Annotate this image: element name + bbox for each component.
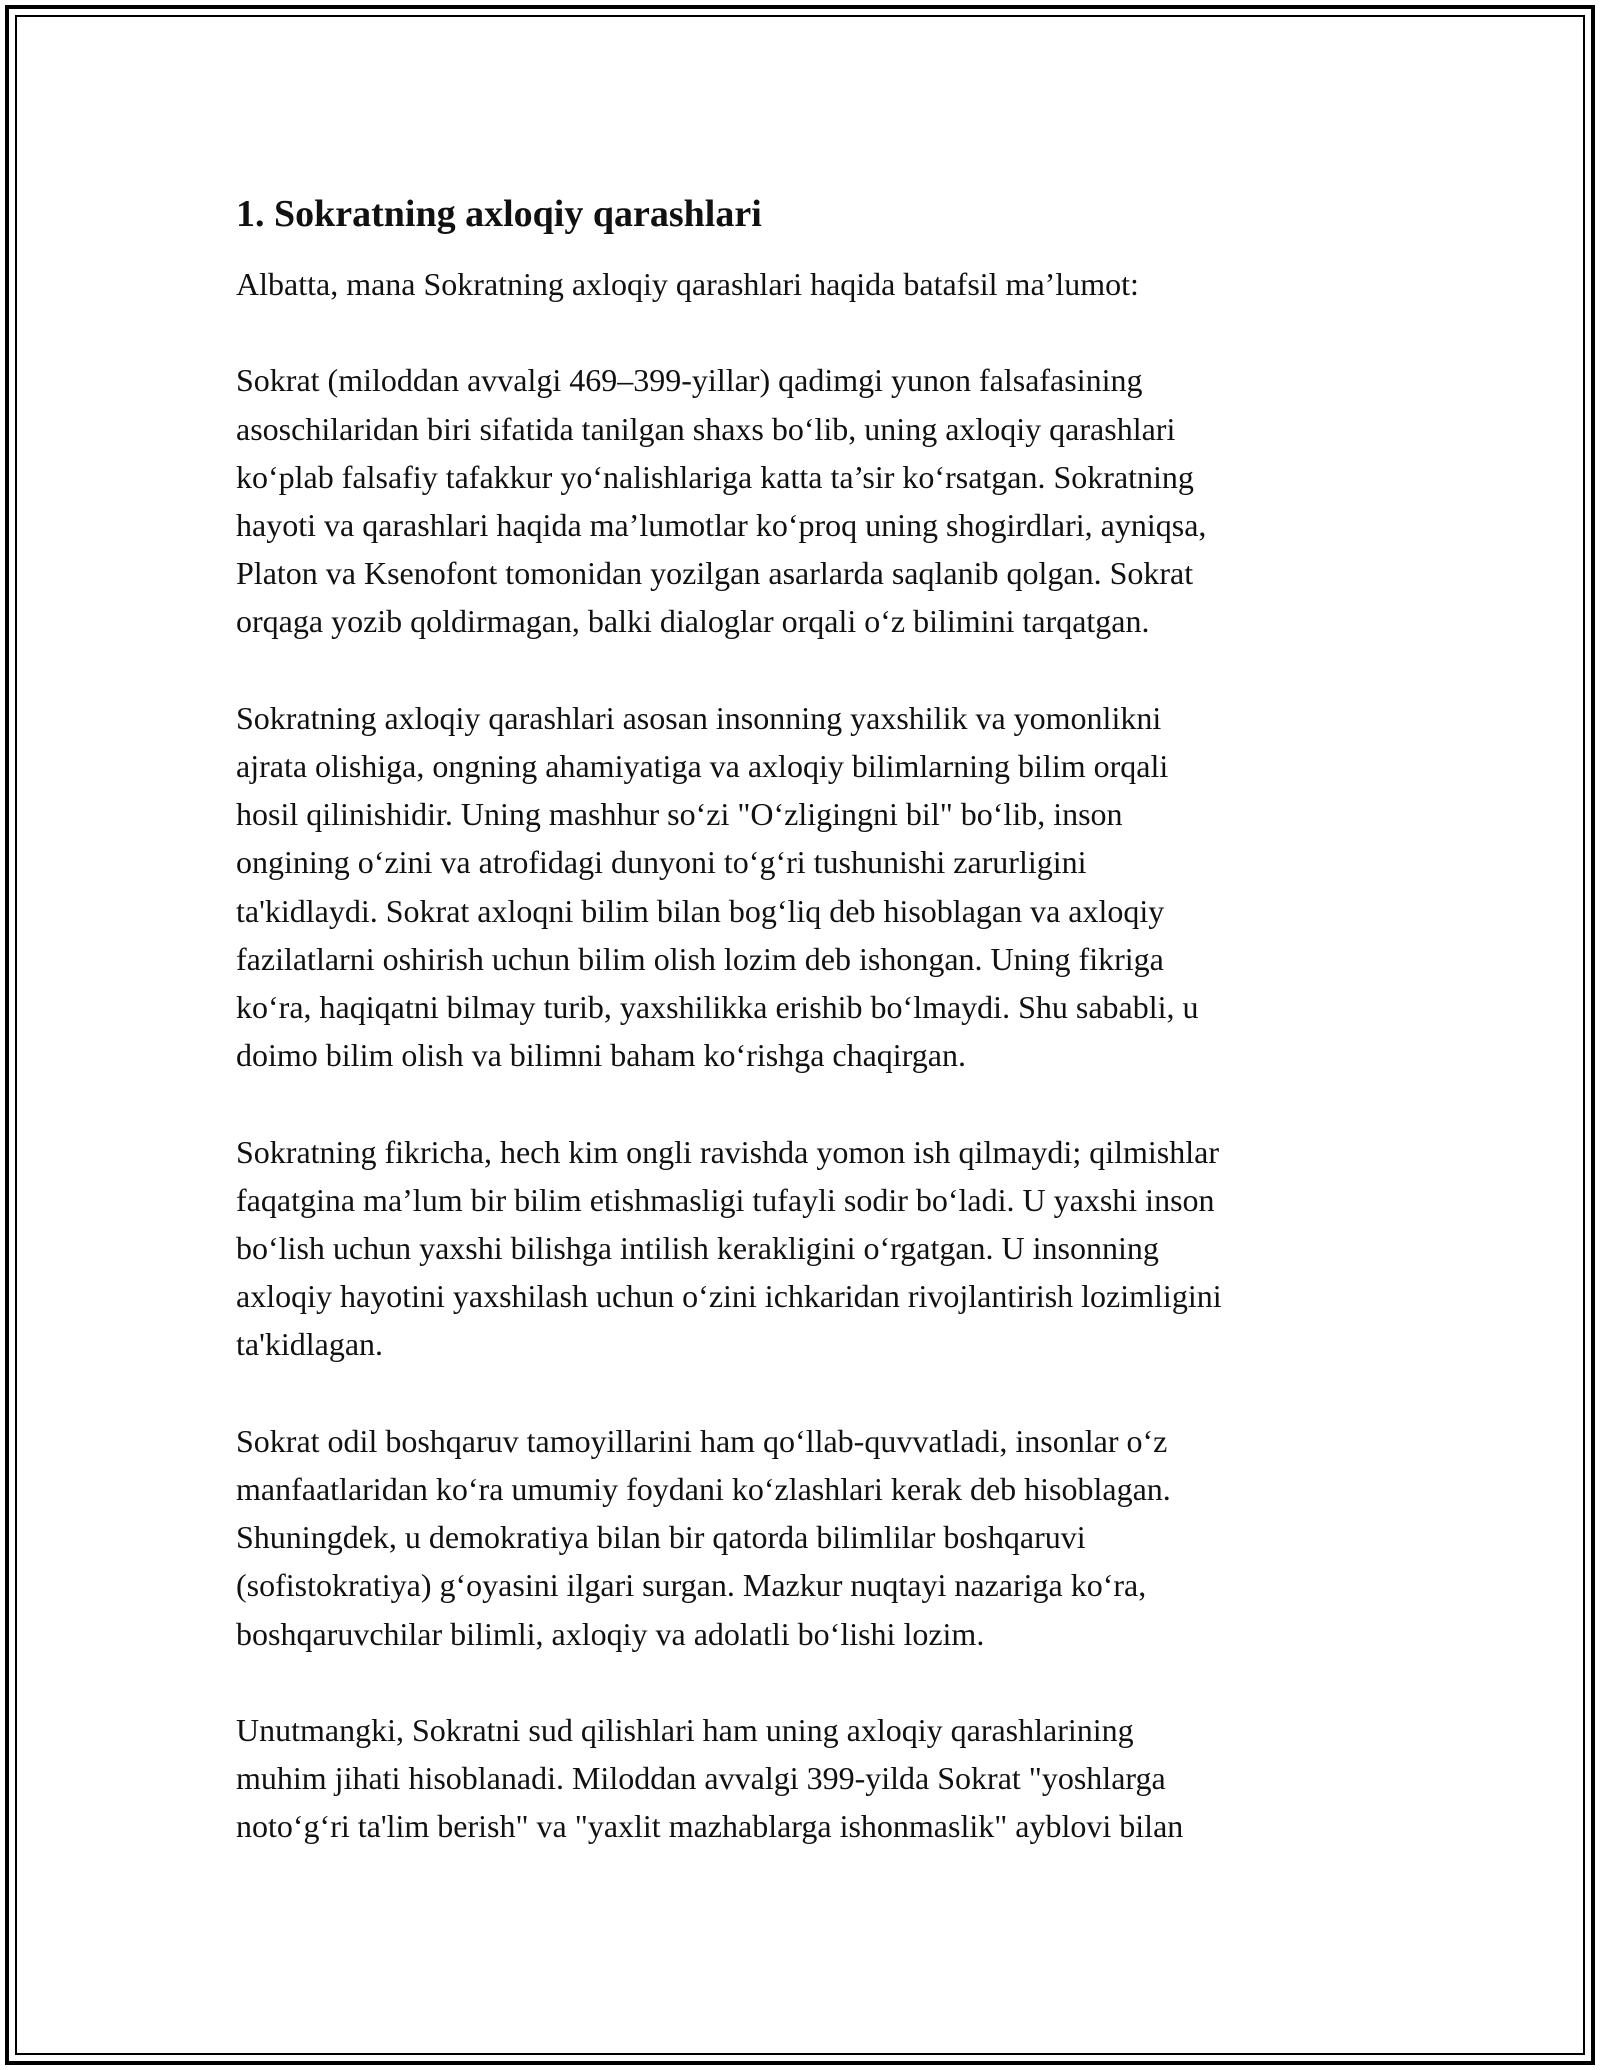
text-line: orqaga yozib qoldirmagan, balki dialoglar orqali o‘z bilimini tarqatgan. [236,603,1150,640]
document-body [236,188,1386,1899]
text-line: Platon va Ksenofont tomonidan yozilgan asarlarda saqlanib qolgan. Sokrat [236,555,1194,592]
body-paragraph [236,694,1386,1080]
body-paragraph [236,1417,1386,1658]
text-line: Sokrat odil boshqaruv tamoyillarini ham qo‘llab-quvvatladi, insonlar o‘z [236,1422,1168,1459]
document-title: 1. Sokratning axloqiy qarashlari [236,193,762,235]
text-line: ta'kidlagan. [236,1326,384,1363]
text-line: doimo bilim olish va bilimni baham ko‘rishga chaqirgan. [236,1037,966,1074]
body-paragraph [236,1706,1386,1851]
paragraph-list [236,356,1386,1850]
text-line: manfaatlaridan ko‘ra umumiy foydani ko‘zlashlari kerak deb hisoblagan. [236,1471,1171,1508]
text-line: fazilatlarni oshirish uchun bilim olish lozim deb ishongan. Uning fikriga [236,940,1164,977]
text-line: boshqaruvchilar bilimli, axloqiy va adolatli bo‘lishi lozim. [236,1615,985,1652]
text-line: hayoti va qarashlari haqida ma’lumotlar ko‘proq uning shogirdlari, ayniqsa, [236,507,1207,543]
text-line: ajrata olishiga, ongning ahamiyatiga va axloqiy bilimlarning bilim orqali [236,748,1169,784]
body-paragraph [236,1128,1386,1369]
text-line: Sokratning axloqiy qarashlari asosan insonning yaxshilik va yomonlikni [236,699,1162,736]
text-line: asoschilaridan biri sifatida tanilgan shaxs bo‘lib, uning axloqiy qarashlari [236,410,1176,447]
intro-paragraph: Albatta, mana Sokratning axloqiy qarashlari haqida batafsil ma’lumot: [236,266,1139,302]
text-line: bo‘lish uchun yaxshi bilishga intilish kerakligini o‘rgatgan. U insonning [236,1230,1159,1267]
text-line: Shuningdek, u demokratiya bilan bir qatorda bilimlilar boshqaruvi [236,1519,1086,1556]
text-line: ko‘ra, haqiqatni bilmay turib, yaxshilikka erishib bo‘lmaydi. Shu sababli, u [236,989,1199,1026]
text-line: Sokrat (miloddan avvalgi 469–399-yillar) qadimgi yunon falsafasining [236,362,1143,399]
text-line: (sofistokratiya) g‘oyasini ilgari surgan. Mazkur nuqtayi nazariga ko‘ra, [236,1567,1147,1604]
body-paragraph [236,356,1386,645]
text-line: Unutmangki, Sokratni sud qilishlari ham uning axloqiy qarashlarining [236,1712,1134,1749]
text-line: ko‘plab falsafiy tafakkur yo‘nalishlariga katta ta’sir ko‘rsatgan. Sokratning [236,458,1194,495]
text-line: axloqiy hayotini yaxshilash uchun o‘zini ichkaridan rivojlantirish lozimligini [236,1278,1222,1315]
text-line: noto‘g‘ri ta'lim berish" va "yaxlit mazhablarga ishonmaslik" ayblovi bilan [236,1808,1184,1845]
text-line: ongining o‘zini va atrofidagi dunyoni to‘g‘ri tushunishi zarurligini [236,844,1087,881]
text-line: hosil qilinishidir. Uning mashhur so‘zi "O‘zligingni bil" bo‘lib, inson [236,796,1123,833]
text-line: ta'kidlaydi. Sokrat axloqni bilim bilan bog‘liq deb hisoblagan va axloqiy [236,892,1165,929]
text-line: muhim jihati hisoblanadi. Miloddan avvalgi 399-yilda Sokrat "yoshlarga [236,1760,1166,1797]
text-line: Sokratning fikricha, hech kim ongli ravishda yomon ish qilmaydi; qilmishlar [236,1133,1219,1170]
text-line: faqatgina ma’lum bir bilim etishmasligi tufayli sodir bo‘ladi. U yaxshi inson [236,1181,1215,1218]
